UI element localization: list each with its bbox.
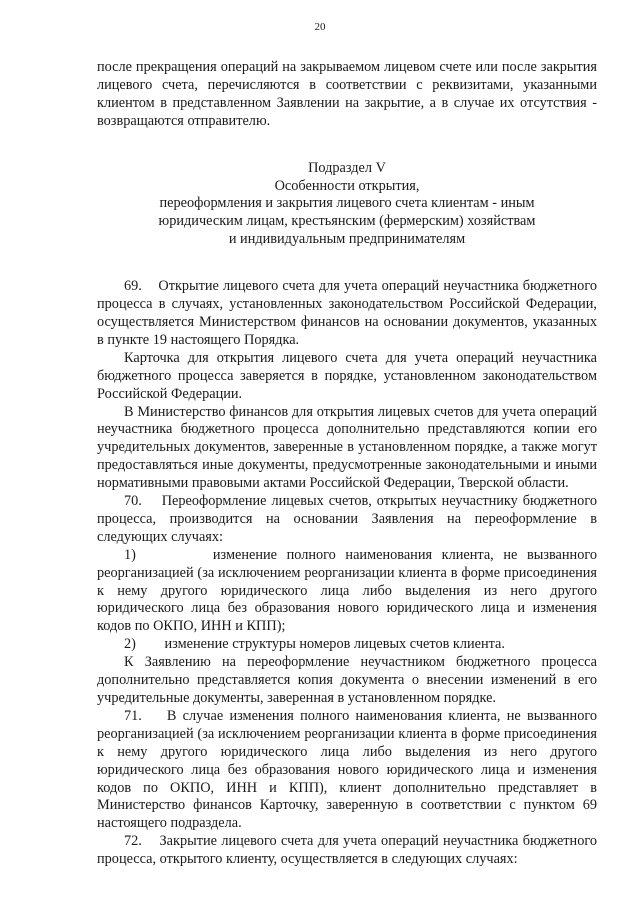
intro-paragraph: после прекращения операций на закрываемом лицевом счете или после закрытия лицевого счета, перечисляются в соответствии с реквизитами, указанными клиентом в представленном Заявлении на закрытие, а в случае их отсутствия - возвращаются отправителю. <box>97 59 597 129</box>
heading-line-1: Подраздел V <box>308 159 386 176</box>
heading-line-5: и индивидуальным предпринимателям <box>228 231 466 248</box>
list-item-2: 2) изменение структуры номеров лицевых счетов клиента. <box>124 636 505 653</box>
paragraph-reissue-docs: К Заявлению на переоформление неучастником бюджетного процесса дополнительно представляется копия документа о внесении изменений в его учредительные документы, заверенная в установленном порядке. <box>97 654 597 706</box>
heading-line-2: Особенности открытия, <box>274 177 420 194</box>
paragraph-documents: В Министерство финансов для открытия лицевых счетов для учета операций неучастника бюджетного процесса дополнительно представляются копии его учредительных документов, заверенные в установленном порядке, а также могут предоставляться иные документы, предусмотренные законодательными и иными нормативными правовыми актами Российской Федерации, Тверской области. <box>97 403 597 492</box>
paragraph-70: 70. Переоформление лицевых счетов, открытых неучастнику бюджетного процесса, производится на основании Заявления на переоформление в следующих случаях: <box>97 493 597 545</box>
paragraph-72: 72. Закрытие лицевого счета для учета операций неучастника бюджетного процесса, открытого клиенту, осуществляется в следующих случаях: <box>97 833 597 868</box>
paragraph-69: 69. Открытие лицевого счета для учета операций неучастника бюджетного процесса в случаях, установленных законодательством Российской Федерации, осуществляется Министерством финансов на основании документов, указанных в пункте 19 настоящего Порядка. <box>97 278 597 348</box>
document-body <box>97 59 597 869</box>
paragraph-71: 71. В случае изменения полного наименования клиента, не вызванного реорганизацией (за исключением реорганизации клиента в форме присоединения к нему другого юридического лица либо выделения из него другого юридического лица без образования нового юридического лица и изменения кодов по ОКПО, ИНН и КПП), клиент дополнительно представляет в Министерство финансов Карточку, заверенную в соответствии с пунктом 69 настоящего подраздела. <box>97 707 597 832</box>
paragraph-card: Карточка для открытия лицевого счета для учета операций неучастника бюджетного процесса заверяется в порядке, установленном законодательством Российской Федерации. <box>97 349 597 402</box>
heading-line-4: юридическим лицам, крестьянским (фермерским) хозяйствам <box>158 213 536 230</box>
subsection-heading <box>97 160 597 250</box>
heading-line-3: переоформления и закрытия лицевого счета клиентам - иным <box>159 195 535 212</box>
page-number: 20 <box>314 21 326 33</box>
list-item-1: 1) изменение полного наименования клиента, не вызванного реорганизацией (за исключением реорганизации клиента в форме присоединения к нему другого юридического лица либо выделения из него другого юридического лица без образования нового юридического лица и изменения кодов по ОКПО, ИНН и КПП); <box>97 546 597 635</box>
